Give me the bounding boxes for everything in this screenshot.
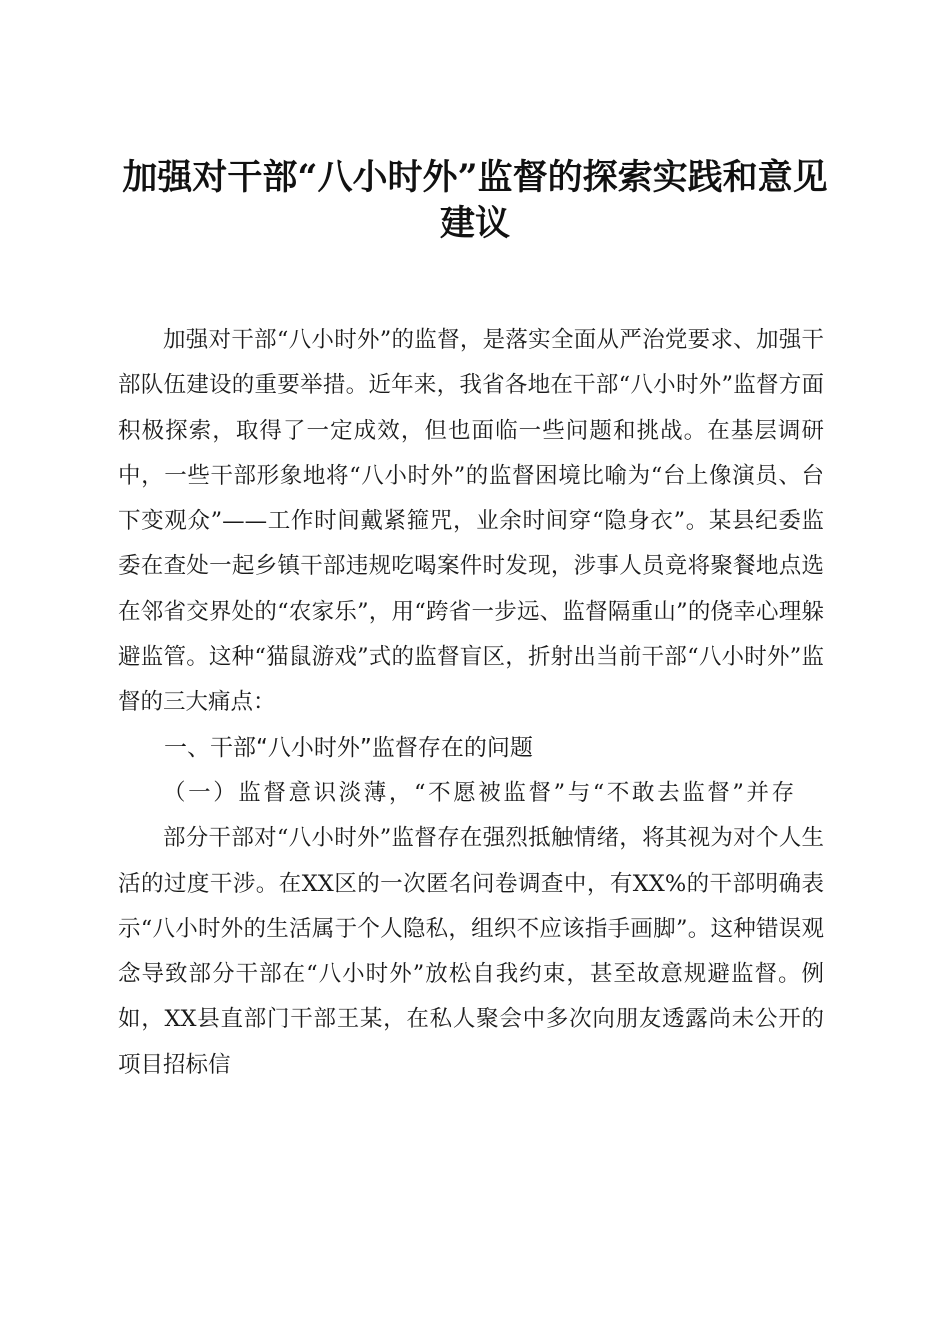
body-paragraph: 部分干部对“八小时外”监督存在强烈抵触情绪，将其视为对个人生活的过度干涉。在XX区的一次匿名问卷调查中，有XX%的干部明确表示“八小时外的生活属于个人隐私，组织不应该指手画脚”。这种错误观念导致部分干部在“八小时外”放松自我约束，甚至故意规避监督。例如，XX县直部门干部王某，在私人聚会中多次向朋友透露尚未公开的项目招标信	[118, 825, 824, 1078]
document-title: 加强对干部“八小时外”监督的探索实践和意见建议	[122, 157, 828, 244]
subsection-heading: （一）监督意识淡薄，“不愿被监督”与“不敢去监督”并存	[163, 779, 797, 806]
document-body	[118, 318, 824, 1088]
intro-paragraph: 加强对干部“八小时外”的监督，是落实全面从严治党要求、加强干部队伍建设的重要举措。近年来，我省各地在干部“八小时外”监督方面积极探索，取得了一定成效，但也面临一些问题和挑战。在基层调研中，一些干部形象地将“八小时外”的监督困境比喻为“台上像演员、台下变观众”——工作时间戴紧箍咒，业余时间穿“隐身衣”。某县纪委监委在查处一起乡镇干部违规吃喝案件时发现，涉事人员竟将聚餐地点选在邻省交界处的“农家乐”，用“跨省一步远、监督隔重山”的侥幸心理躲避监管。这种“猫鼠游戏”式的监督盲区，折射出当前干部“八小时外”监督的三大痛点：	[118, 327, 824, 716]
section-heading: 一、干部“八小时外”监督存在的问题	[164, 734, 533, 761]
